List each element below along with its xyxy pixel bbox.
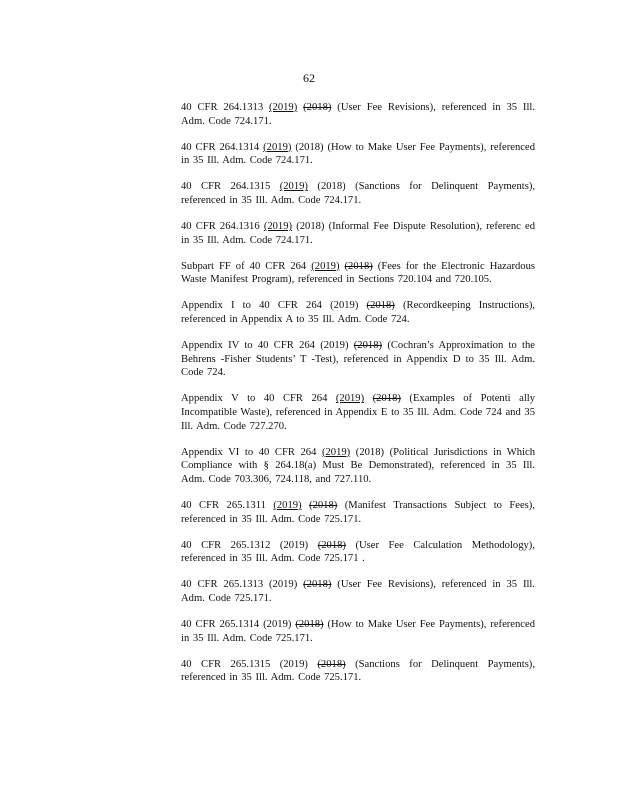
entry-text: Appendix IV to 40 CFR 264 (2019) [181, 340, 354, 352]
entry-text: (User Fee Revisions), referenced in 35 Ill. Adm. Code 725.171. [181, 579, 536, 604]
incorporation-entry [181, 299, 535, 326]
entry-text: 40 CFR 265.1314 (2019) [181, 619, 296, 631]
deleted-text: (2018) [317, 658, 346, 670]
page-number: 62 [303, 71, 315, 85]
inserted-text: (2019) [279, 181, 308, 193]
deleted-text: (2018) [317, 539, 346, 551]
inserted-text: (2019) [263, 221, 293, 233]
incorporation-entry [181, 392, 535, 433]
inserted-text: (2019) [269, 102, 298, 113]
inserted-text: (2019) [273, 499, 302, 511]
inserted-text: (2019) [263, 141, 292, 153]
deleted-text: (2018) [303, 579, 332, 591]
entry-text: Appendix I to 40 CFR 264 (2019) [181, 300, 367, 312]
inserted-text: (2019) [335, 393, 365, 405]
entry-text: 40 CFR 264.1316 [181, 221, 264, 233]
entry-text: 40 CFR 264.1314 [181, 141, 264, 153]
entry-text: (Manifest Transactions Subject to Fees), referenced in 35 Ill. Adm. Code 725.171. [181, 499, 535, 525]
entry-text: Appendix VI to 40 CFR 264 [181, 446, 322, 458]
entry-text: (User Fee Calculation Methodology), referenced in 35 Ill. Adm. Code 725.171 . [181, 539, 535, 565]
incorporation-entry [181, 260, 535, 287]
deleted-text: (2018) [295, 619, 324, 631]
entry-text: (Fees for the Electronic Hazardous Waste Manifest Program), referenced in Sections 720.104 and 720.105. [181, 260, 535, 286]
deleted-text: (2018) [303, 102, 332, 113]
entry-text: Subpart FF of 40 CFR 264 [181, 260, 312, 272]
incorporation-entry [181, 499, 535, 526]
entry-text: Appendix V to 40 CFR 264 [181, 393, 336, 405]
entry-text [302, 500, 309, 511]
entry-text: (User Fee Revisions), referenced in 35 Ill. Adm. Code 724.171. [181, 102, 535, 127]
incorporation-entry [181, 539, 535, 566]
entry-text [364, 393, 373, 404]
entry-text: (2018) (Informal Fee Dispute Resolution), referenc ed in 35 Ill. Adm. Code 724.171. [181, 221, 535, 246]
entry-text: (How to Make User Fee Payments), referenced in 35 Ill. Adm. Code 725.171. [181, 619, 535, 644]
entry-text: (Recordkeeping Instructions), referenced in Appendix A to 35 Ill. Adm. Code 724. [181, 300, 536, 326]
entry-text: (2018) (Political Jurisdictions in Which Compliance with § 264.18(a) Must Be Demonstrated), referenced in 35 Ill. Adm. Code 703.306, 724.118, and 727.110. [181, 446, 536, 485]
incorporation-entry [181, 658, 535, 685]
entry-text: (2018) (Sanctions for Delinquent Payments), referenced in 35 Ill. Adm. Code 724.171. [181, 181, 535, 206]
entry-text: 40 CFR 265.1311 [181, 499, 274, 511]
incorporations-list [181, 101, 535, 697]
deleted-text: (2018) [366, 300, 395, 312]
deleted-text: (2018) [353, 340, 383, 352]
incorporation-entry [181, 618, 535, 645]
deleted-text: (2018) [309, 499, 338, 511]
incorporation-entry [181, 101, 535, 128]
inserted-text: (2019) [311, 260, 340, 272]
deleted-text: (2018) [372, 393, 401, 405]
incorporation-entry [181, 578, 535, 605]
entry-text: 40 CFR 265.1313 (2019) [181, 579, 304, 591]
incorporation-entry [181, 446, 535, 487]
entry-text: (Examples of Potenti ally Incompatible Waste), referenced in Appendix E to 35 Ill. Adm. Code 724 and 35 Ill. Adm. Code 727.270. [181, 393, 535, 432]
incorporation-entry [181, 339, 535, 380]
entry-text: (Sanctions for Delinquent Payments), referenced in 35 Ill. Adm. Code 725.171. [181, 658, 535, 684]
entry-text: (Cochran’s Approximation to the Behrens -Fisher Students’ T -Test), referenced in Appendix D to 35 Ill. Adm. Code 724. [181, 340, 535, 379]
entry-text: 40 CFR 264.1313 [181, 102, 270, 113]
entry-text: 40 CFR 265.1315 (2019) [181, 658, 318, 670]
entry-text: (2018) (How to Make User Fee Payments), referenced in 35 Ill. Adm. Code 724.171. [181, 141, 535, 167]
inserted-text: (2019) [321, 446, 351, 458]
incorporation-entry [181, 141, 535, 168]
entry-text: 40 CFR 264.1315 [181, 181, 280, 193]
incorporation-entry [181, 220, 535, 247]
incorporation-entry [181, 180, 535, 207]
entry-text: 40 CFR 265.1312 (2019) [181, 539, 318, 551]
deleted-text: (2018) [344, 260, 373, 272]
